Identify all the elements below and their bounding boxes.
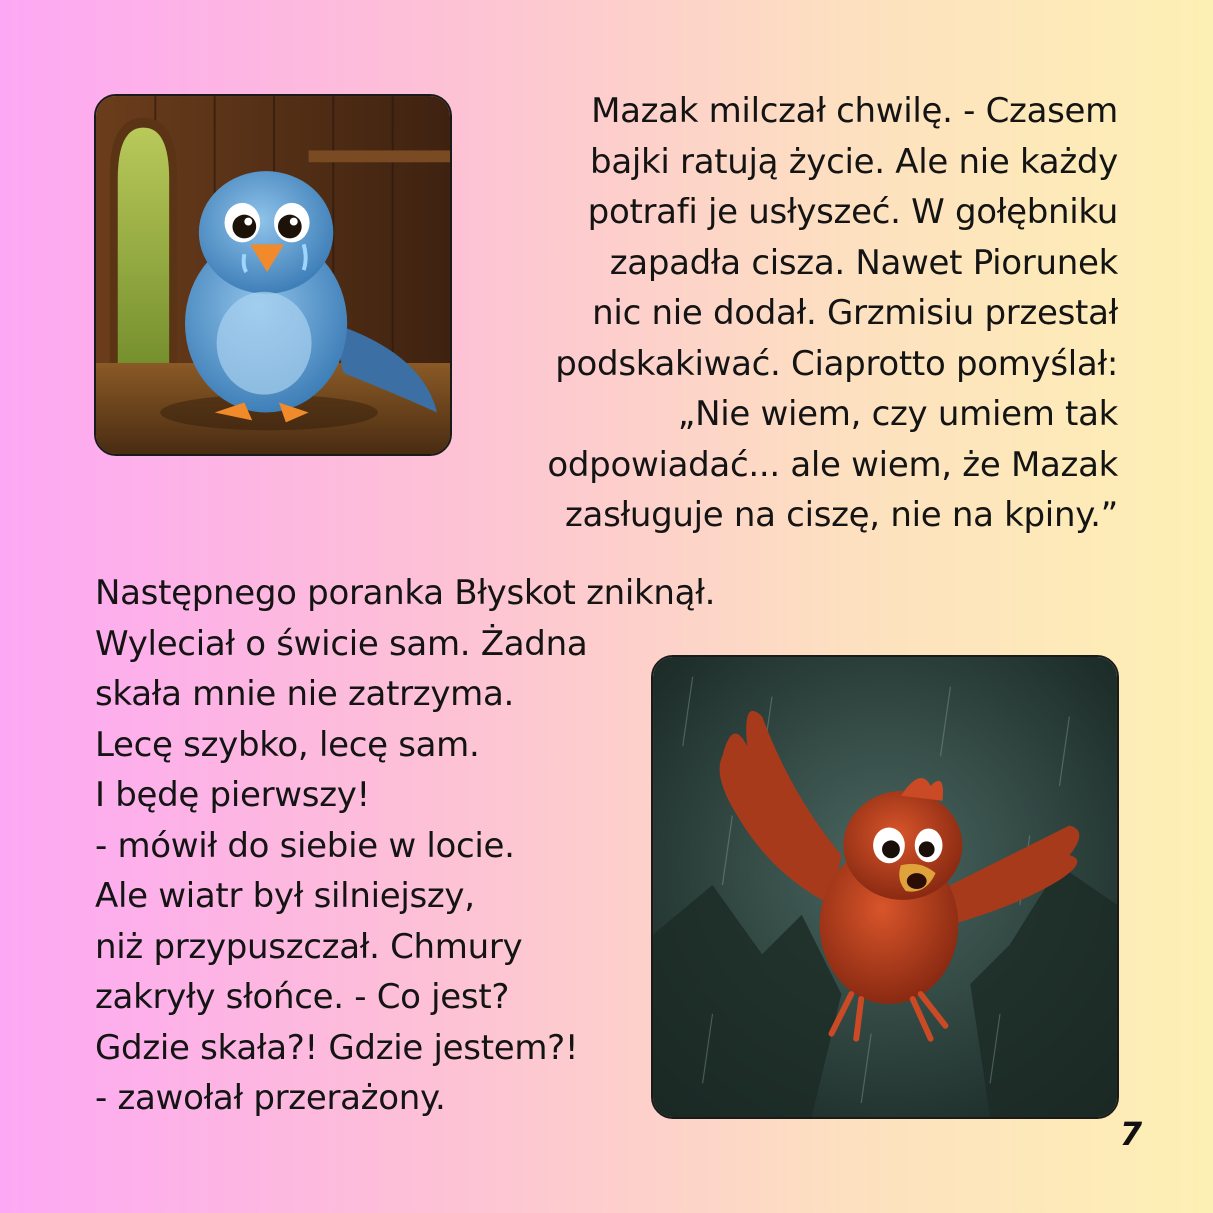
text-line: - zawołał przerażony. (95, 1078, 446, 1118)
text-line: niż przypuszczał. Chmury (95, 926, 523, 967)
text-line: zapadła cisza. Nawet Piorunek (609, 242, 1118, 283)
text-line: bajki ratują życie. Ale nie każdy (590, 141, 1118, 182)
text-line: skała mnie nie zatrzyma. (95, 674, 515, 714)
text-line: Lecę szybko, lecę sam. (95, 724, 480, 765)
text-line: podskakiwać. Ciaprotto pomyślał: (555, 343, 1118, 384)
blue-bird-image (96, 96, 450, 454)
text-line: - mówił do siebie w locie. (95, 825, 515, 866)
text-line: nic nie dodał. Grzmisiu przestał (592, 293, 1118, 333)
text-line: Ale wiatr był silniejszy, (95, 876, 475, 916)
text-line: zakryły słońce. - Co jest? (95, 977, 510, 1017)
text-line: zasługuje na ciszę, nie na kpiny.” (564, 495, 1118, 535)
text-line: „Nie wiem, czy umiem tak (677, 394, 1118, 434)
page-number: 7 (1119, 1115, 1143, 1153)
text-line: I będę pierwszy! (95, 775, 370, 815)
text-line: Następnego poranka Błyskot zniknął. (95, 573, 716, 613)
text-line: odpowiadać... ale wiem, że Mazak (547, 444, 1118, 485)
top-paragraph (458, 86, 1118, 541)
red-bird-image (653, 657, 1117, 1117)
text-line: Mazak milczał chwilę. - Czasem (591, 91, 1118, 131)
red-bird-illustration (651, 655, 1119, 1119)
blue-bird-illustration (94, 94, 452, 456)
text-line: Gdzie skała?! Gdzie jestem?! (95, 1027, 579, 1068)
text-line: potrafi je usłyszeć. W gołębniku (587, 192, 1118, 232)
text-line: Wyleciał o świcie sam. Żadna (95, 623, 588, 664)
